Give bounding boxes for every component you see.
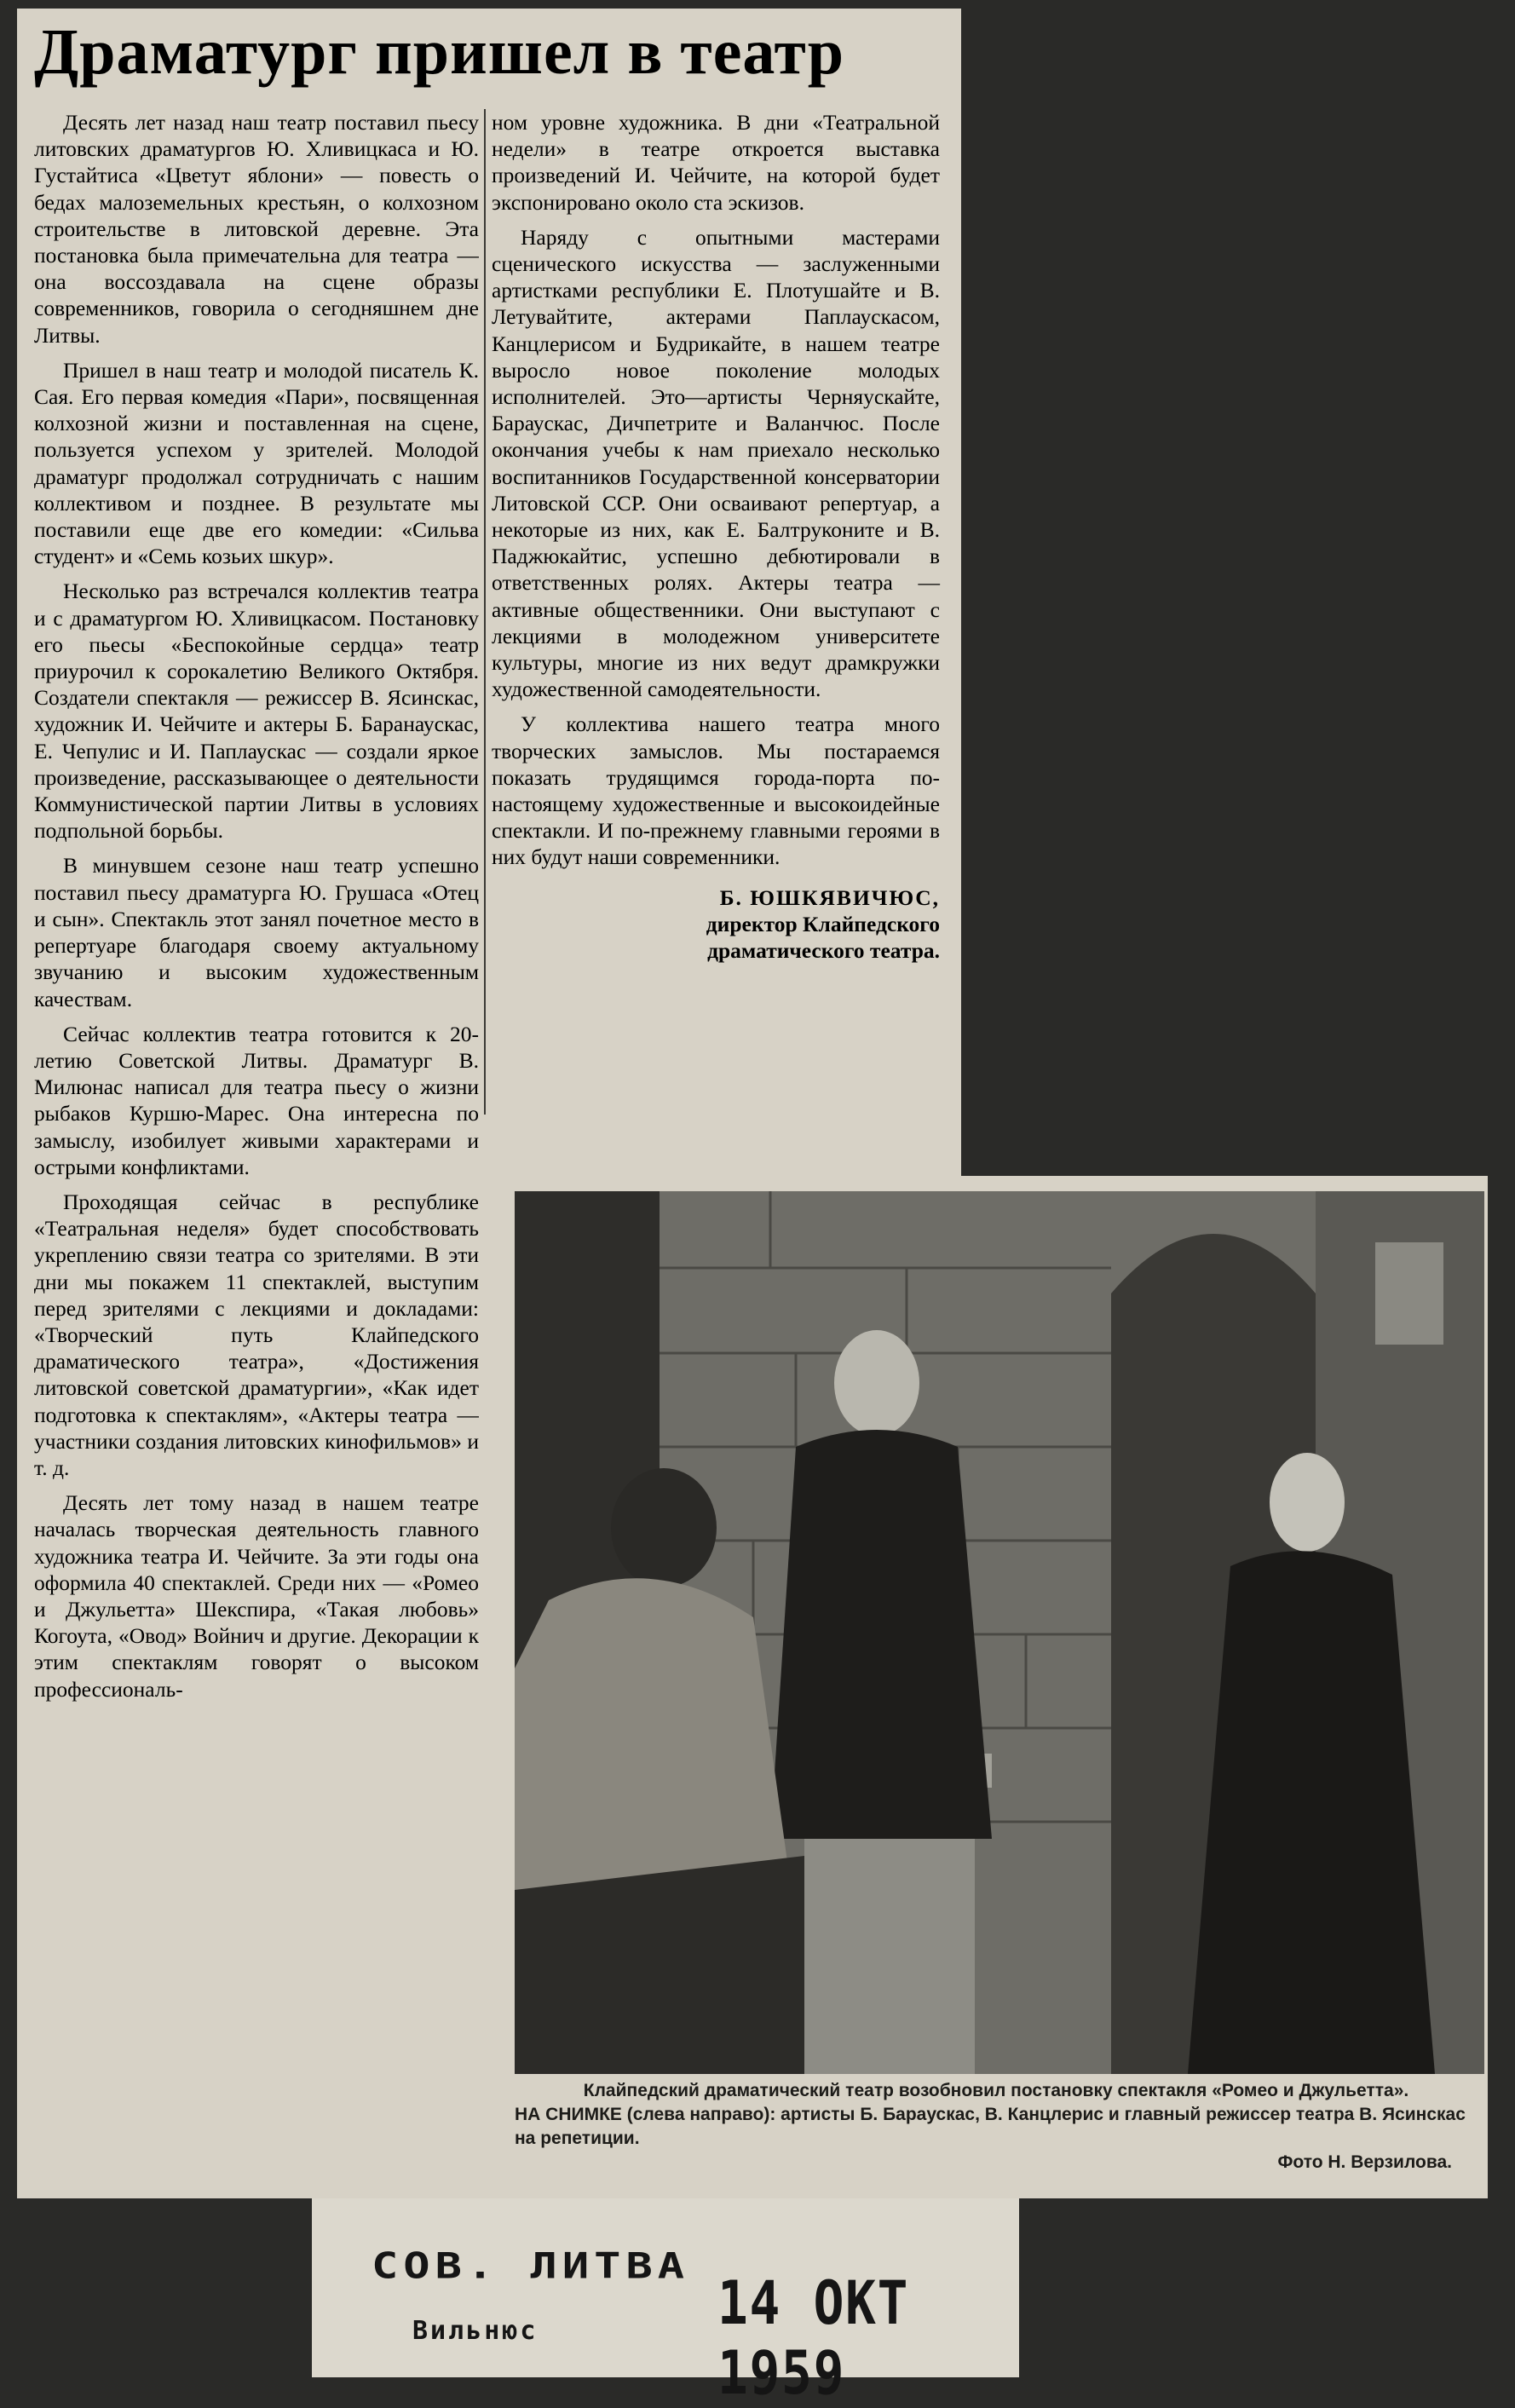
paragraph: Десять лет тому назад в нашем театре началась творческая деятельность главного художника театра И. Чейчите. За эти годы она оформила 40 спектаклей. Среди них — «Ромео и Джульетта» Шекспира, «Такая любовь» Когоута, «Овод» Войнич и другие. Декорации к этим спектаклям говорят о высоком профессиональ- — [34, 1490, 479, 1702]
article-column-left — [34, 109, 479, 2188]
stamp-date: 14 ОКТ 1959 — [717, 2268, 910, 2408]
paragraph: У коллектива нашего театра много творческих замыслов. Мы постараемся показать трудящимся города-порта по-настоящему художественные и высокоидейные спектакли. И по-прежнему главными героями в них будут наши современники. — [492, 711, 940, 870]
author-role: директор Клайпедского — [706, 911, 940, 936]
paragraph: Проходящая сейчас в республике «Театральная неделя» будет способствовать укреплению связи театра со зрителями. В эти дни мы покажем 11 спектаклей, выступим перед зрителями с лекциями и докладами: «Творческий путь Клайпедского драматического театра», «Достижения литовской советской драматургии», «Как идет подготовка к спектаклям», «Актеры театра — участники создания литовских кинофильмов» и т. д. — [34, 1189, 479, 1480]
photo-credit: Фото Н. Верзилова. — [1277, 2152, 1452, 2172]
column-divider — [484, 109, 486, 1115]
author-signature — [492, 884, 940, 964]
caption-label: НА СНИМКЕ — [515, 2105, 622, 2124]
paragraph: Десять лет назад наш театр поставил пьесу литовских драматургов Ю. Хливицкаса и Ю. Густайтиса «Цветут яблони» — повесть о бедах малоземельных крестьян, о колхозном строительстве в литовской деревне. Эта постановка была примечательна для театра — она воссоздавала на сцене образы современников, говорила о сегодняшнем дне Литвы. — [34, 110, 479, 348]
paragraph: Наряду с опытными мастерами сценического искусства — заслуженными артистками республики Е. Плотушайте и В. Летувайтите, актерами Паплаускасом, Канцлерисом и Будрикайте, в нашем театре выросло новое поколение молодых исполнителей. Это—артисты Черняускайте, Бараускас, Дичпетрите и Валанчюс. После окончания учебы к нам приехало несколько воспитанников Государственной консерватории Литовской ССР. Они осваивают репертуар, а некоторые из них, как Е. Балтруконите и В. Паджюкайтис, успешно дебютировали в ответственных ролях. Актеры театра — активные общественники. Они выступают с лекциями в молодежном университете культуры, многие из них ведут драмкружки художественной самодеятельности. — [492, 224, 940, 702]
caption-line-2: (слева направо): артисты Б. Бараускас, В. Канцлерис и главный режиссер театра В. Ясинскас на репетиции. — [515, 2105, 1466, 2148]
paragraph: Пришел в наш театр и молодой писатель К. Сая. Его первая комедия «Пари», посвященная колхозной жизни и поставленная на сцене, пользуется успехом у зрителей. Молодой драматург продолжал сотрудничать с нашим коллективом и позднее. В результате мы поставили еще две его комедии: «Сильва студент» и «Семь козьих шкур». — [34, 357, 479, 569]
caption-line-1: Клайпедский драматический театр возобновил постановку спектакля «Ромео и Джульетта». — [583, 2081, 1409, 2100]
article-headline: Драматург пришел в театр — [34, 16, 844, 88]
article-column-right — [492, 109, 940, 964]
rehearsal-photo — [515, 1191, 1484, 2074]
photo-scene — [515, 1191, 1484, 2074]
paragraph: ном уровне художника. В дни «Театральной недели» в театре откроется выставка произведений И. Чейчите, на которой будет экспонировано около ста эскизов. — [492, 110, 940, 215]
paragraph: Сейчас коллектив театра готовится к 20-летию Советской Литвы. Драматург В. Милюнас написал для театра пьесу о жизни рыбаков Куршю-Марес. Она интересна по замыслу, изобилует живыми характерами и острыми конфликтами. — [34, 1021, 479, 1179]
photo-caption — [515, 2079, 1478, 2175]
author-name: Б. ЮШКЯВИЧЮС, — [719, 884, 940, 910]
paragraph: В минувшем сезоне наш театр успешно поставил пьесу драматурга Ю. Грушаса «Отец и сын». Спектакль этот занял почетное место в репертуаре благодаря своему актуальному звучанию и высоким художественным качествам. — [34, 853, 479, 1011]
stamp-city: Вильнюс — [412, 2316, 539, 2346]
stamp-newspaper-name: СОВ. ЛИТВА — [372, 2246, 690, 2287]
newspaper-stamp — [312, 2198, 1019, 2408]
author-role-2: драматического театра. — [707, 937, 940, 963]
paragraph: Несколько раз встречался коллектив театра и с драматургом Ю. Хливицкасом. Постановку его пьесы «Беспокойные сердца» театр приурочил к сорокалетию Великого Октября. Создатели спектакля — режиссер В. Ясинскас, художник И. Чейчите и актеры Б. Баранаускас, Е. Чепулис и И. Паплаускас — создали яркое произведение, рассказывающее о деятельности Коммунистической партии Литвы в условиях подпольной борьбы. — [34, 579, 479, 844]
